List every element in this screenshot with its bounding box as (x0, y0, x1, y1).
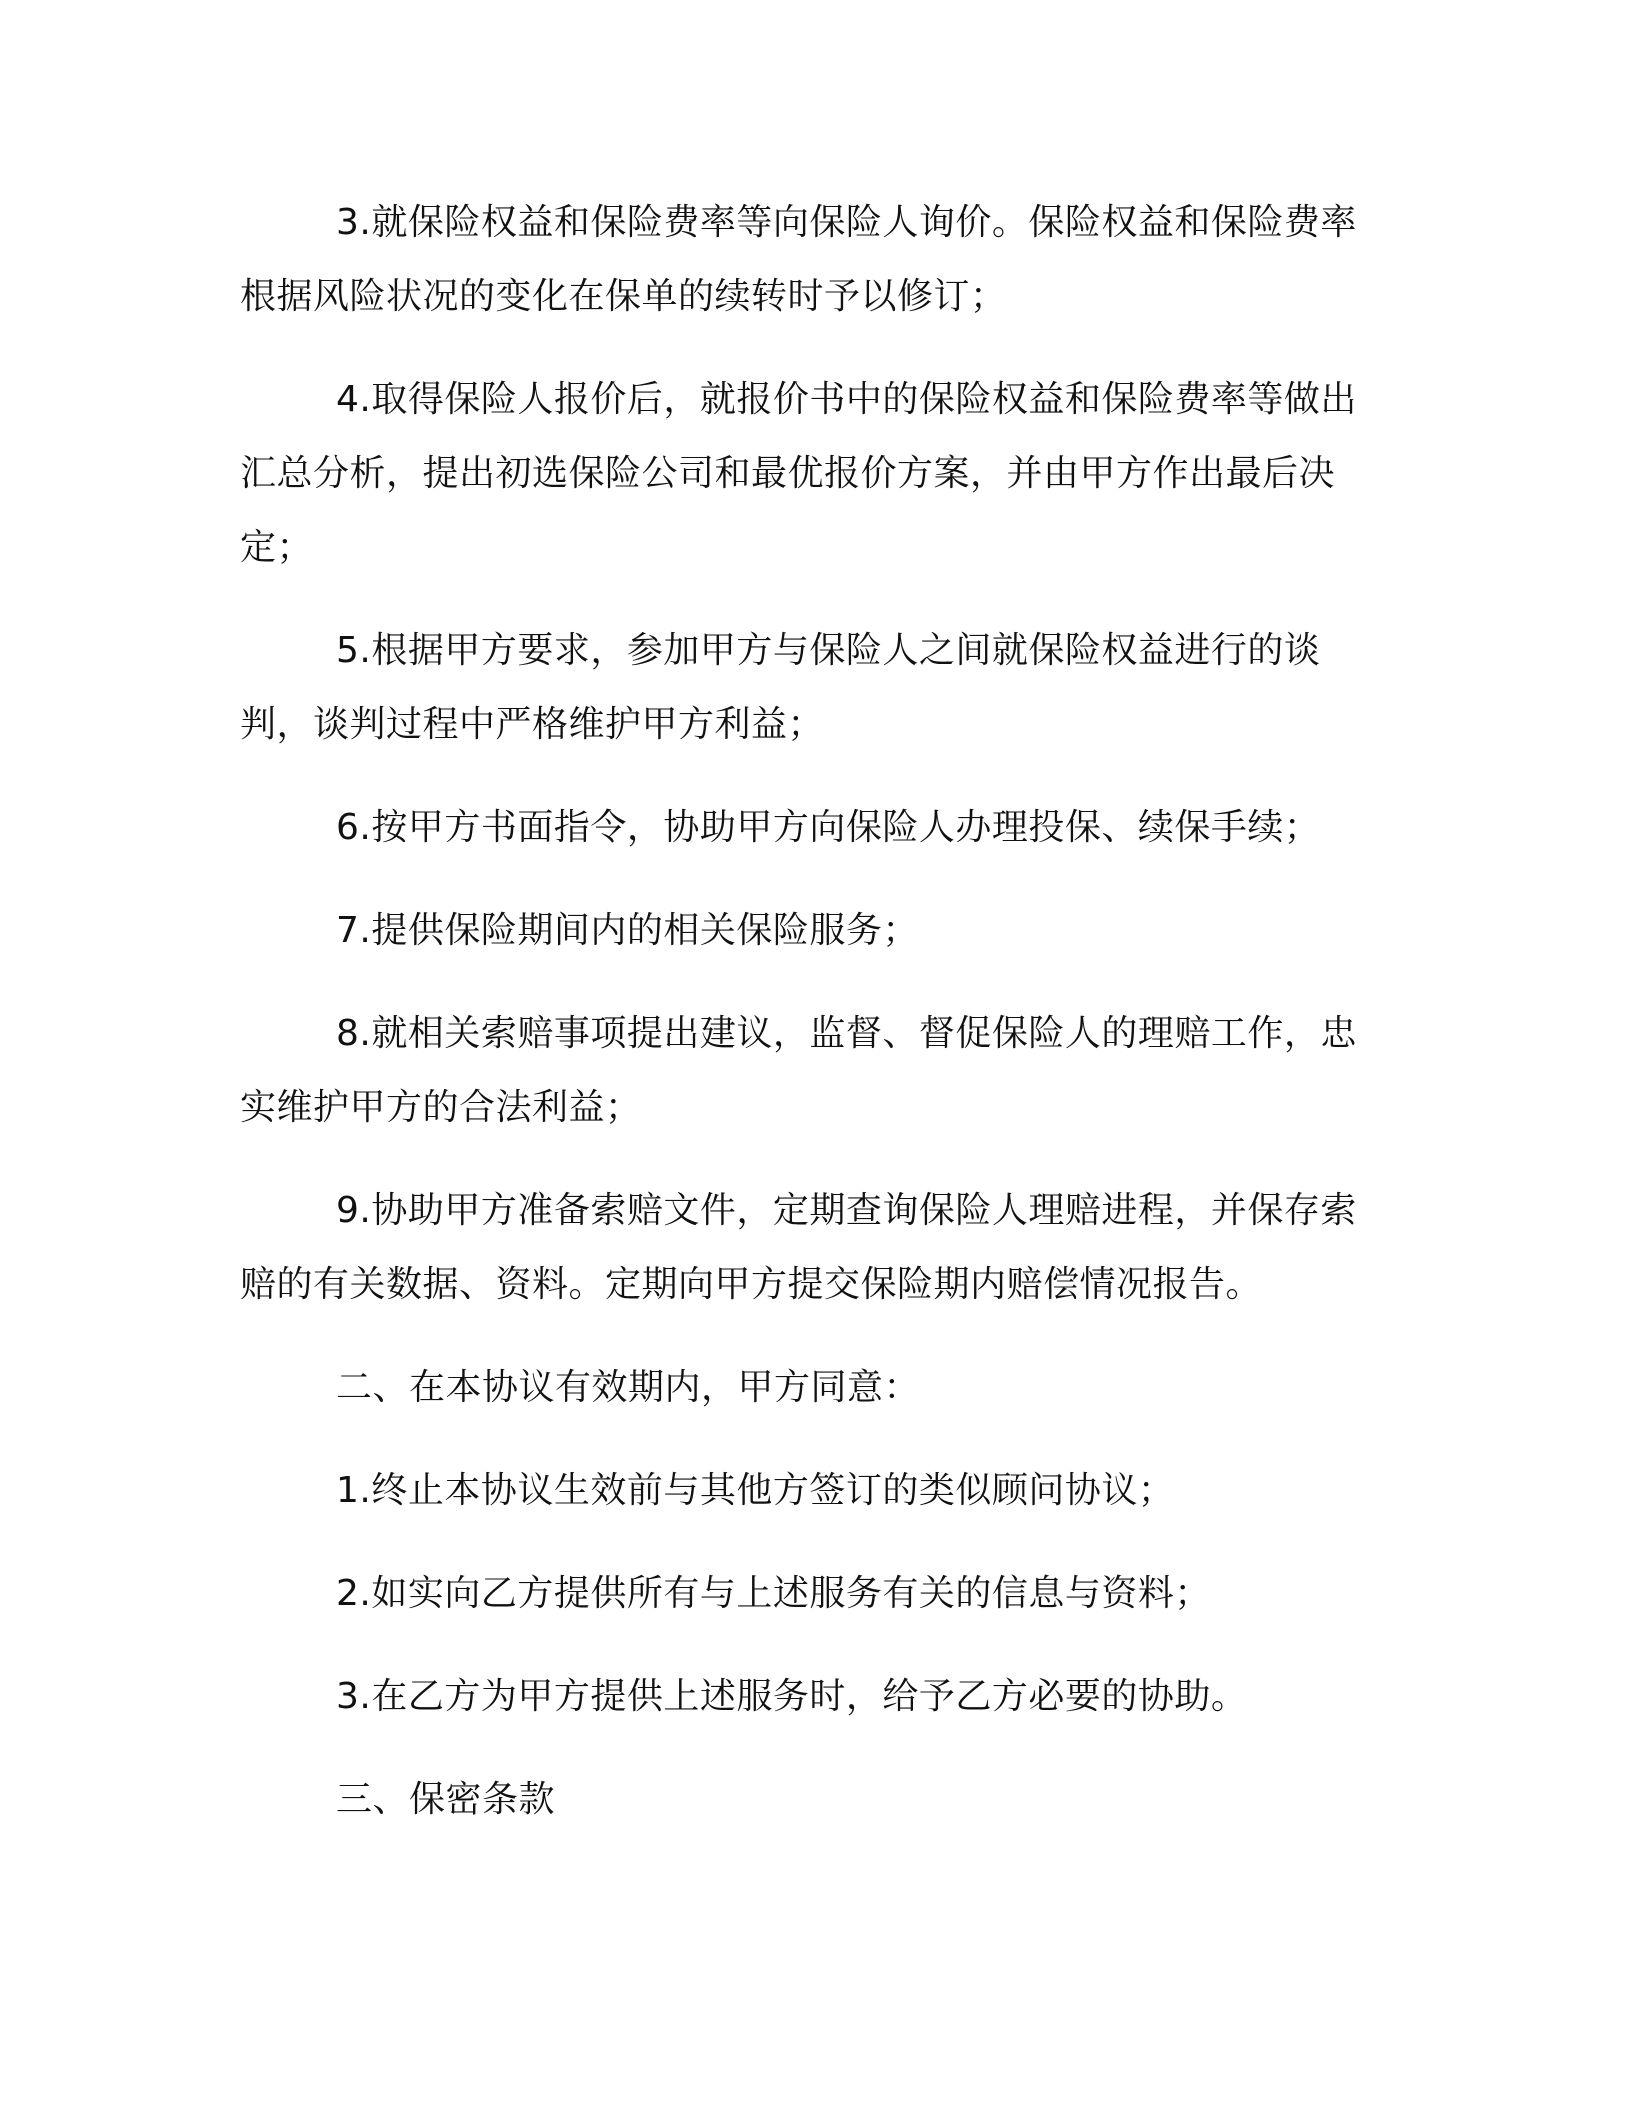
paragraph-clause-3: 3.就保险权益和保险费率等向保险人询价。保险权益和保险费率根据风险状况的变化在保单的续转时予以修订； (240, 202, 1357, 317)
section-heading-2: 二、在本协议有效期内，甲方同意： (336, 1367, 921, 1408)
paragraph-party-a-1: 1.终止本协议生效前与其他方签订的类似顾问协议； (336, 1470, 1175, 1511)
paragraph-clause-9: 9.协助甲方准备索赔文件，定期查询保险人理赔进程，并保存索赔的有关数据、资料。定期向甲方提交保险期内赔偿情况报告。 (240, 1190, 1357, 1305)
section-heading-3: 三、保密条款 (336, 1779, 556, 1820)
paragraph-clause-8: 8.就相关索赔事项提出建议，监督、督促保险人的理赔工作，忠实维护甲方的合法利益； (240, 1013, 1357, 1128)
paragraph-party-a-3: 3.在乙方为甲方提供上述服务时，给予乙方必要的协助。 (336, 1676, 1248, 1717)
paragraph-clause-6: 6.按甲方书面指令，协助甲方向保险人办理投保、续保手续； (336, 807, 1321, 848)
paragraph-clause-5: 5.根据甲方要求，参加甲方与保险人之间就保险权益进行的谈判，谈判过程中严格维护甲方利益； (240, 630, 1321, 745)
document-body (240, 186, 1390, 1866)
paragraph-clause-4: 4.取得保险人报价后，就报价书中的保险权益和保险费率等做出汇总分析，提出初选保险公司和最优报价方案，并由甲方作出最后决定； (240, 379, 1357, 568)
paragraph-party-a-2: 2.如实向乙方提供所有与上述服务有关的信息与资料； (336, 1573, 1211, 1614)
paragraph-clause-7: 7.提供保险期间内的相关保险服务； (336, 910, 919, 951)
